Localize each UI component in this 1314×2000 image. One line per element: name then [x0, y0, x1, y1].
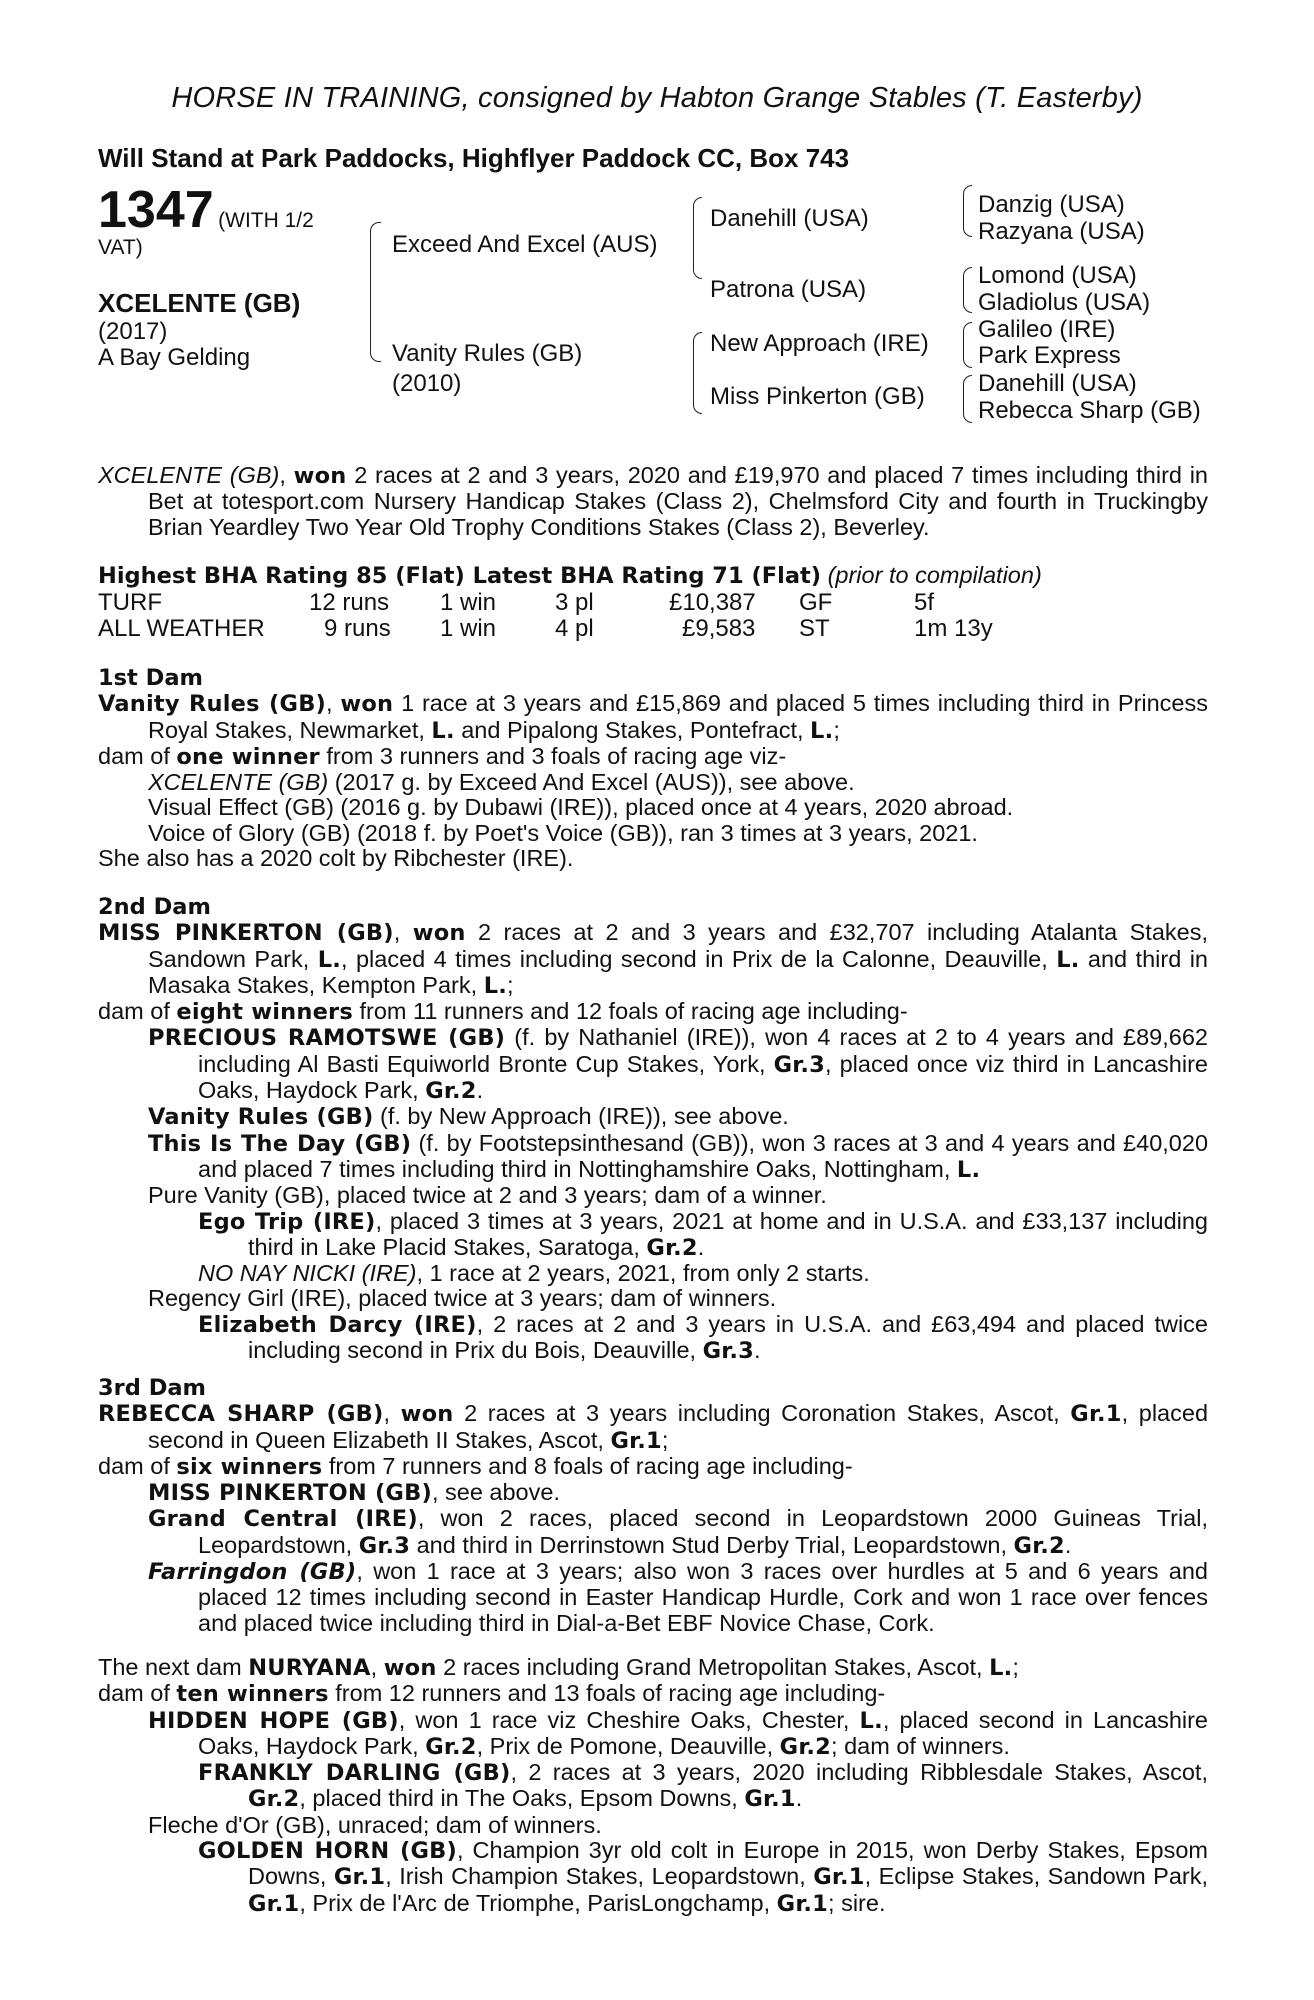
progeny-text: , Champion 3yr old colt in Europe in 2015, won Derby Stakes, Epsom Downs,	[248, 1837, 1208, 1890]
listed-mark: L.	[989, 1655, 1013, 1681]
pedigree-brace	[693, 332, 702, 414]
stand-location: Will Stand at Park Paddocks, Highflyer Paddock CC, Box 743	[98, 143, 850, 173]
progeny-text: (f. by Nathaniel (IRE)), won 4 races at 2 to 4 years and £89,662 including Al Basti Equiworld Bronte Cup Stakes, York,	[198, 1024, 1208, 1077]
pedigree-g3-3: Lomond (USA)	[978, 262, 1137, 289]
progeny-name: Elizabeth Darcy (IRE)	[198, 1311, 477, 1338]
progeny-text: .	[697, 1233, 705, 1260]
progeny-text: , 2 races at 3 years, 2020 including Ribblesdale Stakes, Ascot,	[510, 1759, 1208, 1786]
progeny-text: , placed second in Lancashire Oaks, Haydock Park,	[198, 1706, 1209, 1759]
grade-mark: Gr.1	[1070, 1401, 1122, 1428]
listed-mark: L.	[483, 972, 507, 999]
prize: £10,387	[669, 589, 756, 616]
pedigree-g3-4: Gladiolus (USA)	[978, 289, 1151, 316]
grade-mark: Gr.3	[358, 1532, 411, 1559]
progeny-name: This Is The Day (GB)	[148, 1130, 412, 1157]
dam-text: and Pipalong Stakes, Pontefract,	[454, 716, 811, 743]
pedigree-brace	[963, 375, 972, 423]
grade-mark: Gr.1	[776, 1890, 829, 1917]
progeny-text: (2017 g. by Exceed And Excel (AUS)), see above.	[328, 769, 855, 796]
dam-of-text: from 7 runners and 8 foals of racing age including-	[322, 1452, 853, 1479]
progeny-name: Vanity Rules (GB)	[148, 1104, 374, 1131]
third-dam-heading: 3rd Dam	[98, 1375, 206, 1401]
distance: 1m 13y	[914, 615, 993, 642]
grade-mark: Gr.1	[744, 1786, 796, 1813]
grade-mark: Gr.1	[333, 1864, 386, 1891]
won-label: won	[340, 691, 394, 718]
dam-text: ;	[506, 971, 514, 998]
prize: £9,583	[682, 615, 756, 642]
progeny-name: NO NAY NICKI (IRE)	[198, 1260, 417, 1287]
progeny-note: She also has a 2020 colt by Ribchester (IRE).	[98, 845, 574, 872]
pedigree-dam-year: (2010)	[392, 370, 462, 397]
progeny-text: , placed once viz third in Lancashire Oaks, Haydock Park,	[198, 1050, 1208, 1104]
grade-mark: Gr.3	[702, 1338, 754, 1365]
runs: 12 runs	[309, 589, 390, 616]
progeny-name: FRANKLY DARLING (GB)	[198, 1760, 511, 1787]
ratings-heading: Highest BHA Rating 85 (Flat) Latest BHA Rating 71 (Flat)	[98, 563, 822, 589]
pedigree-g3-7: Danehill (USA)	[978, 370, 1137, 397]
pedigree-brace	[963, 267, 972, 313]
won-label: won	[383, 1655, 437, 1681]
progeny-entry: Pure Vanity (GB), placed twice at 2 and 3 years; dam of a winner.	[148, 1182, 827, 1209]
dam-of-text: from 12 runners and 13 foals of racing age including-	[328, 1680, 886, 1707]
grade-mark: Gr.2	[425, 1733, 477, 1760]
pedigree-sire-dam: Patrona (USA)	[710, 276, 867, 303]
lot-number: 1347	[98, 181, 214, 239]
progeny-text: .	[753, 1337, 761, 1364]
progeny-text: , Eclipse Stakes, Sandown Park,	[864, 1863, 1209, 1890]
pedigree-g3-1: Danzig (USA)	[978, 191, 1125, 218]
dam-of-text: dam of	[98, 1452, 177, 1479]
vat-note-cont: VAT)	[98, 236, 143, 259]
grade-mark: Gr.1	[610, 1427, 662, 1454]
progeny-entry: Visual Effect (GB) (2016 g. by Dubawi (IRE)), placed once at 4 years, 2020 abroad.	[148, 794, 1014, 821]
won-label: won	[293, 463, 347, 489]
placed: 3 pl	[555, 589, 594, 616]
pedigree-brace	[693, 197, 702, 279]
going: GF	[799, 589, 833, 616]
dam-text: The next dam	[98, 1654, 249, 1680]
ratings-note: (prior to compilation)	[827, 562, 1042, 588]
progeny-text: , won 2 races, placed second in Leopardstown 2000 Guineas Trial, Leopardstown,	[198, 1505, 1208, 1558]
pedigree-brace	[963, 322, 972, 368]
horse-name: XCELENTE (GB)	[98, 288, 301, 318]
going: ST	[799, 615, 830, 642]
dam-of-text: from 11 runners and 12 foals of racing age including-	[352, 998, 908, 1025]
winners-count: ten winners	[176, 1681, 329, 1708]
consignor-title: HORSE IN TRAINING, consigned by Habton Grange Stables (T. Easterby)	[171, 82, 1143, 114]
listed-mark: L.	[431, 717, 455, 744]
grade-mark: Gr.2	[248, 1786, 300, 1813]
progeny-name: Farringdon (GB)	[148, 1559, 357, 1586]
dam-text: 2 races at 2 and 3 years and £32,707 including Atalanta Stakes, Sandown Park,	[148, 919, 1208, 972]
progeny-text: ; dam of winners.	[831, 1732, 1010, 1759]
first-dam-heading: 1st Dam	[98, 665, 203, 691]
grade-mark: Gr.1	[248, 1890, 300, 1917]
pedigree-g3-2: Razyana (USA)	[978, 218, 1145, 245]
next-dam-section: The next dam NURYANA, won 2 races including Grand Metropolitan Stakes, Ascot, L.; dam of ten winners from 12 runners and 13 foals of racing age including- HIDDEN HOPE (GB), won 1 race viz Cheshire Oaks, Chester, L., placed second in Lancashire Oaks, Haydock Park, Gr.2, Prix de Pomone, Deauville, Gr.2; dam of winners. FRANKLY DARLING (GB), 2 races at 3 years, 2020 including Ribblesdale Stakes, Ascot, Gr.2, placed third in The Oaks, Epsom Downs, Gr.1. Fleche d'Or (GB), unraced; dam of winners. GOLDEN HORN (GB), Champion 3yr old colt in Europe in 2015, won Derby Stakes, Epsom Downs, Gr.1, Irish Champion Stakes, Leopardstown, Gr.1, Eclipse Stakes, Sandown Park, Gr.1, Prix de l'Arc de Triomphe, ParisLongchamp, Gr.1; sire.	[98, 1654, 1209, 1917]
progeny-text: (f. by Footstepsinthesand (GB)), won 3 races at 3 and 4 years and £40,020 and placed 7 times including third in Nottinghamshire Oaks, Nottingham,	[198, 1129, 1209, 1182]
listed-mark: L.	[956, 1156, 981, 1183]
progeny-name: MISS PINKERTON (GB)	[148, 1480, 432, 1507]
dam-text: ;	[661, 1426, 669, 1453]
progeny-entry: Voice of Glory (GB) (2018 f. by Poet's Voice (GB)), ran 3 times at 3 years, 2021.	[148, 819, 978, 846]
pedigree-dam-sire: New Approach (IRE)	[710, 330, 929, 357]
dam-text: , placed second in Queen Elizabeth II Stakes, Ascot,	[148, 1400, 1209, 1453]
winners-count: six winners	[176, 1453, 323, 1480]
summary-horse-name: XCELENTE (GB)	[98, 462, 280, 488]
race-summary: XCELENTE (GB), won 2 races at 2 and 3 years, 2020 and £19,970 and placed 7 times including third in Bet at totesport.com Nursery Handicap Stakes (Class 2), Chelmsford City and fourth in Truckingby Brian Yeardley Two Year Old Trophy Conditions Stakes (Class 2), Beverley.	[98, 462, 1209, 540]
grade-mark: Gr.2	[1013, 1532, 1065, 1559]
wins: 1 win	[440, 615, 497, 642]
dam-of-text: dam of	[98, 1680, 177, 1707]
dam-name: REBECCA SHARP (GB)	[98, 1401, 384, 1428]
distance: 5f	[914, 589, 935, 616]
progeny-text: , placed third in The Oaks, Epsom Downs,	[299, 1785, 745, 1812]
progeny-name: PRECIOUS RAMOTSWE (GB)	[148, 1025, 506, 1052]
grade-mark: Gr.3	[773, 1051, 825, 1078]
progeny-text: , won 1 race at 3 years; also won 3 races over hurdles at 5 and 6 years and placed 12 times including second in Easter Handicap Hurdle, Cork and won 1 race over fences and placed twice including third in Dial-a-Bet EBF Novice Chase, Cork.	[198, 1558, 1208, 1636]
pedigree-g3-8: Rebecca Sharp (GB)	[978, 397, 1201, 424]
second-dam-section: 2nd Dam MISS PINKERTON (GB), won 2 races at 2 and 3 years and £32,707 including Atalanta Stakes, Sandown Park, L., placed 4 times including second in Prix de la Calonne, Deauville, L. and third in Masaka Stakes, Kempton Park, L.; dam of eight winners from 11 runners and 12 foals of racing age including- PRECIOUS RAMOTSWE (GB) (f. by Nathaniel (IRE)), won 4 races at 2 to 4 years and £89,662 including Al Basti Equiworld Bronte Cup Stakes, York, Gr.3, placed once viz third in Lancashire Oaks, Haydock Park, Gr.2. Vanity Rules (GB) (f. by New Approach (IRE)), see above. This Is The Day (GB) (f. by Footstepsinthesand (GB)), won 3 races at 3 and 4 years and £40,020 and placed 7 times including third in Nottinghamshire Oaks, Nottingham, L. Pure Vanity (GB), placed twice at 2 and 3 years; dam of a winner. Ego Trip (IRE), placed 3 times at 3 years, 2021 at home and in U.S.A. and £33,137 including third in Lake Placid Stakes, Saratoga, Gr.2. NO NAY NICKI (IRE), 1 race at 2 years, 2021, from only 2 starts. Regency Girl (IRE), placed twice at 3 years; dam of winners. Elizabeth Darcy (IRE), 2 races at 2 and 3 years in U.S.A. and £63,494 and placed twice including second in Prix du Bois, Deauville, Gr.3.	[98, 894, 1209, 1365]
progeny-name: HIDDEN HOPE (GB)	[148, 1707, 399, 1734]
progeny-text: , 2 races at 2 and 3 years in U.S.A. and £63,494 and placed twice including second in Prix du Bois, Deauville,	[248, 1310, 1208, 1364]
dam-of-text: dam of	[98, 998, 177, 1025]
surface: TURF	[98, 589, 162, 616]
surface: ALL WEATHER	[98, 615, 265, 642]
progeny-name: GOLDEN HORN (GB)	[198, 1838, 457, 1865]
dam-text: and third in Masaka Stakes, Kempton Park,	[148, 945, 1208, 998]
progeny-text: .	[795, 1785, 803, 1812]
second-dam-heading: 2nd Dam	[98, 894, 211, 920]
pedigree-brace	[370, 222, 381, 362]
progeny-text: (f. by New Approach (IRE)), see above.	[373, 1103, 789, 1130]
listed-mark: L.	[859, 1707, 883, 1734]
pedigree-g3-5: Galileo (IRE)	[978, 316, 1116, 343]
ratings-heading-line	[98, 563, 1208, 589]
dam-of-text: from 3 runners and 3 foals of racing age viz-	[319, 742, 787, 769]
progeny-text: , Prix de Pomone, Deauville,	[476, 1732, 780, 1759]
dam-text: ;	[1012, 1654, 1019, 1680]
vat-note: (WITH 1/2	[218, 209, 314, 232]
dam-text: 2 races including Grand Metropolitan Stakes, Ascot,	[436, 1654, 990, 1680]
listed-mark: L.	[1056, 946, 1080, 973]
placed: 4 pl	[555, 615, 594, 642]
pedigree-dam-dam: Miss Pinkerton (GB)	[710, 383, 925, 410]
won-label: won	[400, 1401, 454, 1428]
pedigree-dam: Vanity Rules (GB)	[392, 340, 583, 367]
dam-name: MISS PINKERTON (GB)	[98, 920, 394, 947]
first-dam-section: 1st Dam Vanity Rules (GB), won 1 race at 3 years and £15,869 and placed 5 times including third in Princess Royal Stakes, Newmarket, L. and Pipalong Stakes, Pontefract, L.; dam of one winner from 3 runners and 3 foals of racing age viz- XCELENTE (GB) (2017 g. by Exceed And Excel (AUS)), see above. Visual Effect (GB) (2016 g. by Dubawi (IRE)), placed once at 4 years, 2020 abroad. Voice of Glory (GB) (2018 f. by Poet's Voice (GB)), ran 3 times at 3 years, 2021. She also has a 2020 colt by Ribchester (IRE).	[98, 665, 1209, 872]
foaling-year: (2017)	[98, 318, 168, 345]
listed-mark: L.	[317, 946, 342, 973]
progeny-name: Grand Central (IRE)	[148, 1506, 418, 1533]
wins: 1 win	[440, 589, 497, 616]
dam-name: Vanity Rules (GB)	[98, 691, 327, 718]
lot-number-line	[98, 180, 314, 240]
dam-of-text: dam of	[98, 742, 177, 769]
progeny-text: , 1 race at 2 years, 2021, from only 2 starts.	[416, 1260, 870, 1287]
dam-text: 2 races at 3 years including Coronation Stakes, Ascot,	[453, 1400, 1071, 1427]
dam-text: , placed 4 times including second in Prix de la Calonne, Deauville,	[341, 945, 1057, 972]
progeny-text: .	[476, 1077, 484, 1104]
horse-description: A Bay Gelding	[98, 344, 251, 371]
progeny-text: , won 1 race viz Cheshire Oaks, Chester,	[398, 1706, 860, 1733]
progeny-text: and third in Derrinstown Stud Derby Trial, Leopardstown,	[410, 1531, 1014, 1558]
pedigree-g3-6: Park Express	[978, 342, 1121, 369]
third-dam-section: 3rd Dam REBECCA SHARP (GB), won 2 races at 3 years including Coronation Stakes, Ascot, Gr.1, placed second in Queen Elizabeth II Stakes, Ascot, Gr.1; dam of six winners from 7 runners and 8 foals of racing age including- MISS PINKERTON (GB), see above. Grand Central (IRE), won 2 races, placed second in Leopardstown 2000 Guineas Trial, Leopardstown, Gr.3 and third in Derrinstown Stud Derby Trial, Leopardstown, Gr.2. Farringdon (GB), won 1 race at 3 years; also won 3 races over hurdles at 5 and 6 years and placed 12 times including second in Easter Handicap Hurdle, Cork and won 1 race over fences and placed twice including third in Dial-a-Bet EBF Novice Chase, Cork.	[98, 1375, 1209, 1636]
winners-count: one winner	[176, 743, 320, 770]
progeny-entry: Regency Girl (IRE), placed twice at 3 years; dam of winners.	[148, 1285, 777, 1312]
summary-text: 2 races at 2 and 3 years, 2020 and £19,970 and placed 7 times including third in Bet at totesport.com Nursery Handicap Stakes (Class 2), Chelmsford City and fourth in Truckingby Brian Yeardley Two Year Old Trophy Conditions Stakes (Class 2), Beverley.	[148, 462, 1209, 540]
pedigree-sire: Exceed And Excel (AUS)	[392, 231, 658, 258]
grade-mark: Gr.1	[813, 1864, 865, 1891]
listed-mark: L.	[810, 717, 834, 744]
progeny-name: Ego Trip (IRE)	[198, 1208, 376, 1235]
dam-text: ;	[833, 716, 840, 743]
pedigree-brace	[963, 185, 972, 237]
progeny-text: , see above.	[431, 1479, 560, 1506]
progeny-text: .	[1064, 1531, 1072, 1558]
pedigree-sire-sire: Danehill (USA)	[710, 205, 869, 232]
progeny-name: XCELENTE (GB)	[148, 769, 329, 796]
grade-mark: Gr.2	[779, 1733, 832, 1760]
dam-text: 1 race at 3 years and £15,869 and placed 5 times including third in Princess Royal Stakes, Newmarket,	[148, 690, 1209, 743]
progeny-text: , Irish Champion Stakes, Leopardstown,	[385, 1863, 814, 1890]
progeny-entry: Fleche d'Or (GB), unraced; dam of winners.	[148, 1811, 602, 1838]
grade-mark: Gr.2	[646, 1234, 698, 1261]
progeny-text: ; sire.	[828, 1889, 886, 1916]
grade-mark: Gr.2	[425, 1078, 477, 1105]
progeny-text: , placed 3 times at 3 years, 2021 at home and in U.S.A. and £33,137 including third in Lake Placid Stakes, Saratoga,	[248, 1207, 1208, 1260]
dam-name: NURYANA	[248, 1655, 371, 1681]
progeny-text: , Prix de l'Arc de Triomphe, ParisLongchamp,	[299, 1889, 777, 1916]
runs: 9 runs	[324, 615, 391, 642]
winners-count: eight winners	[176, 999, 353, 1026]
won-label: won	[412, 920, 466, 947]
